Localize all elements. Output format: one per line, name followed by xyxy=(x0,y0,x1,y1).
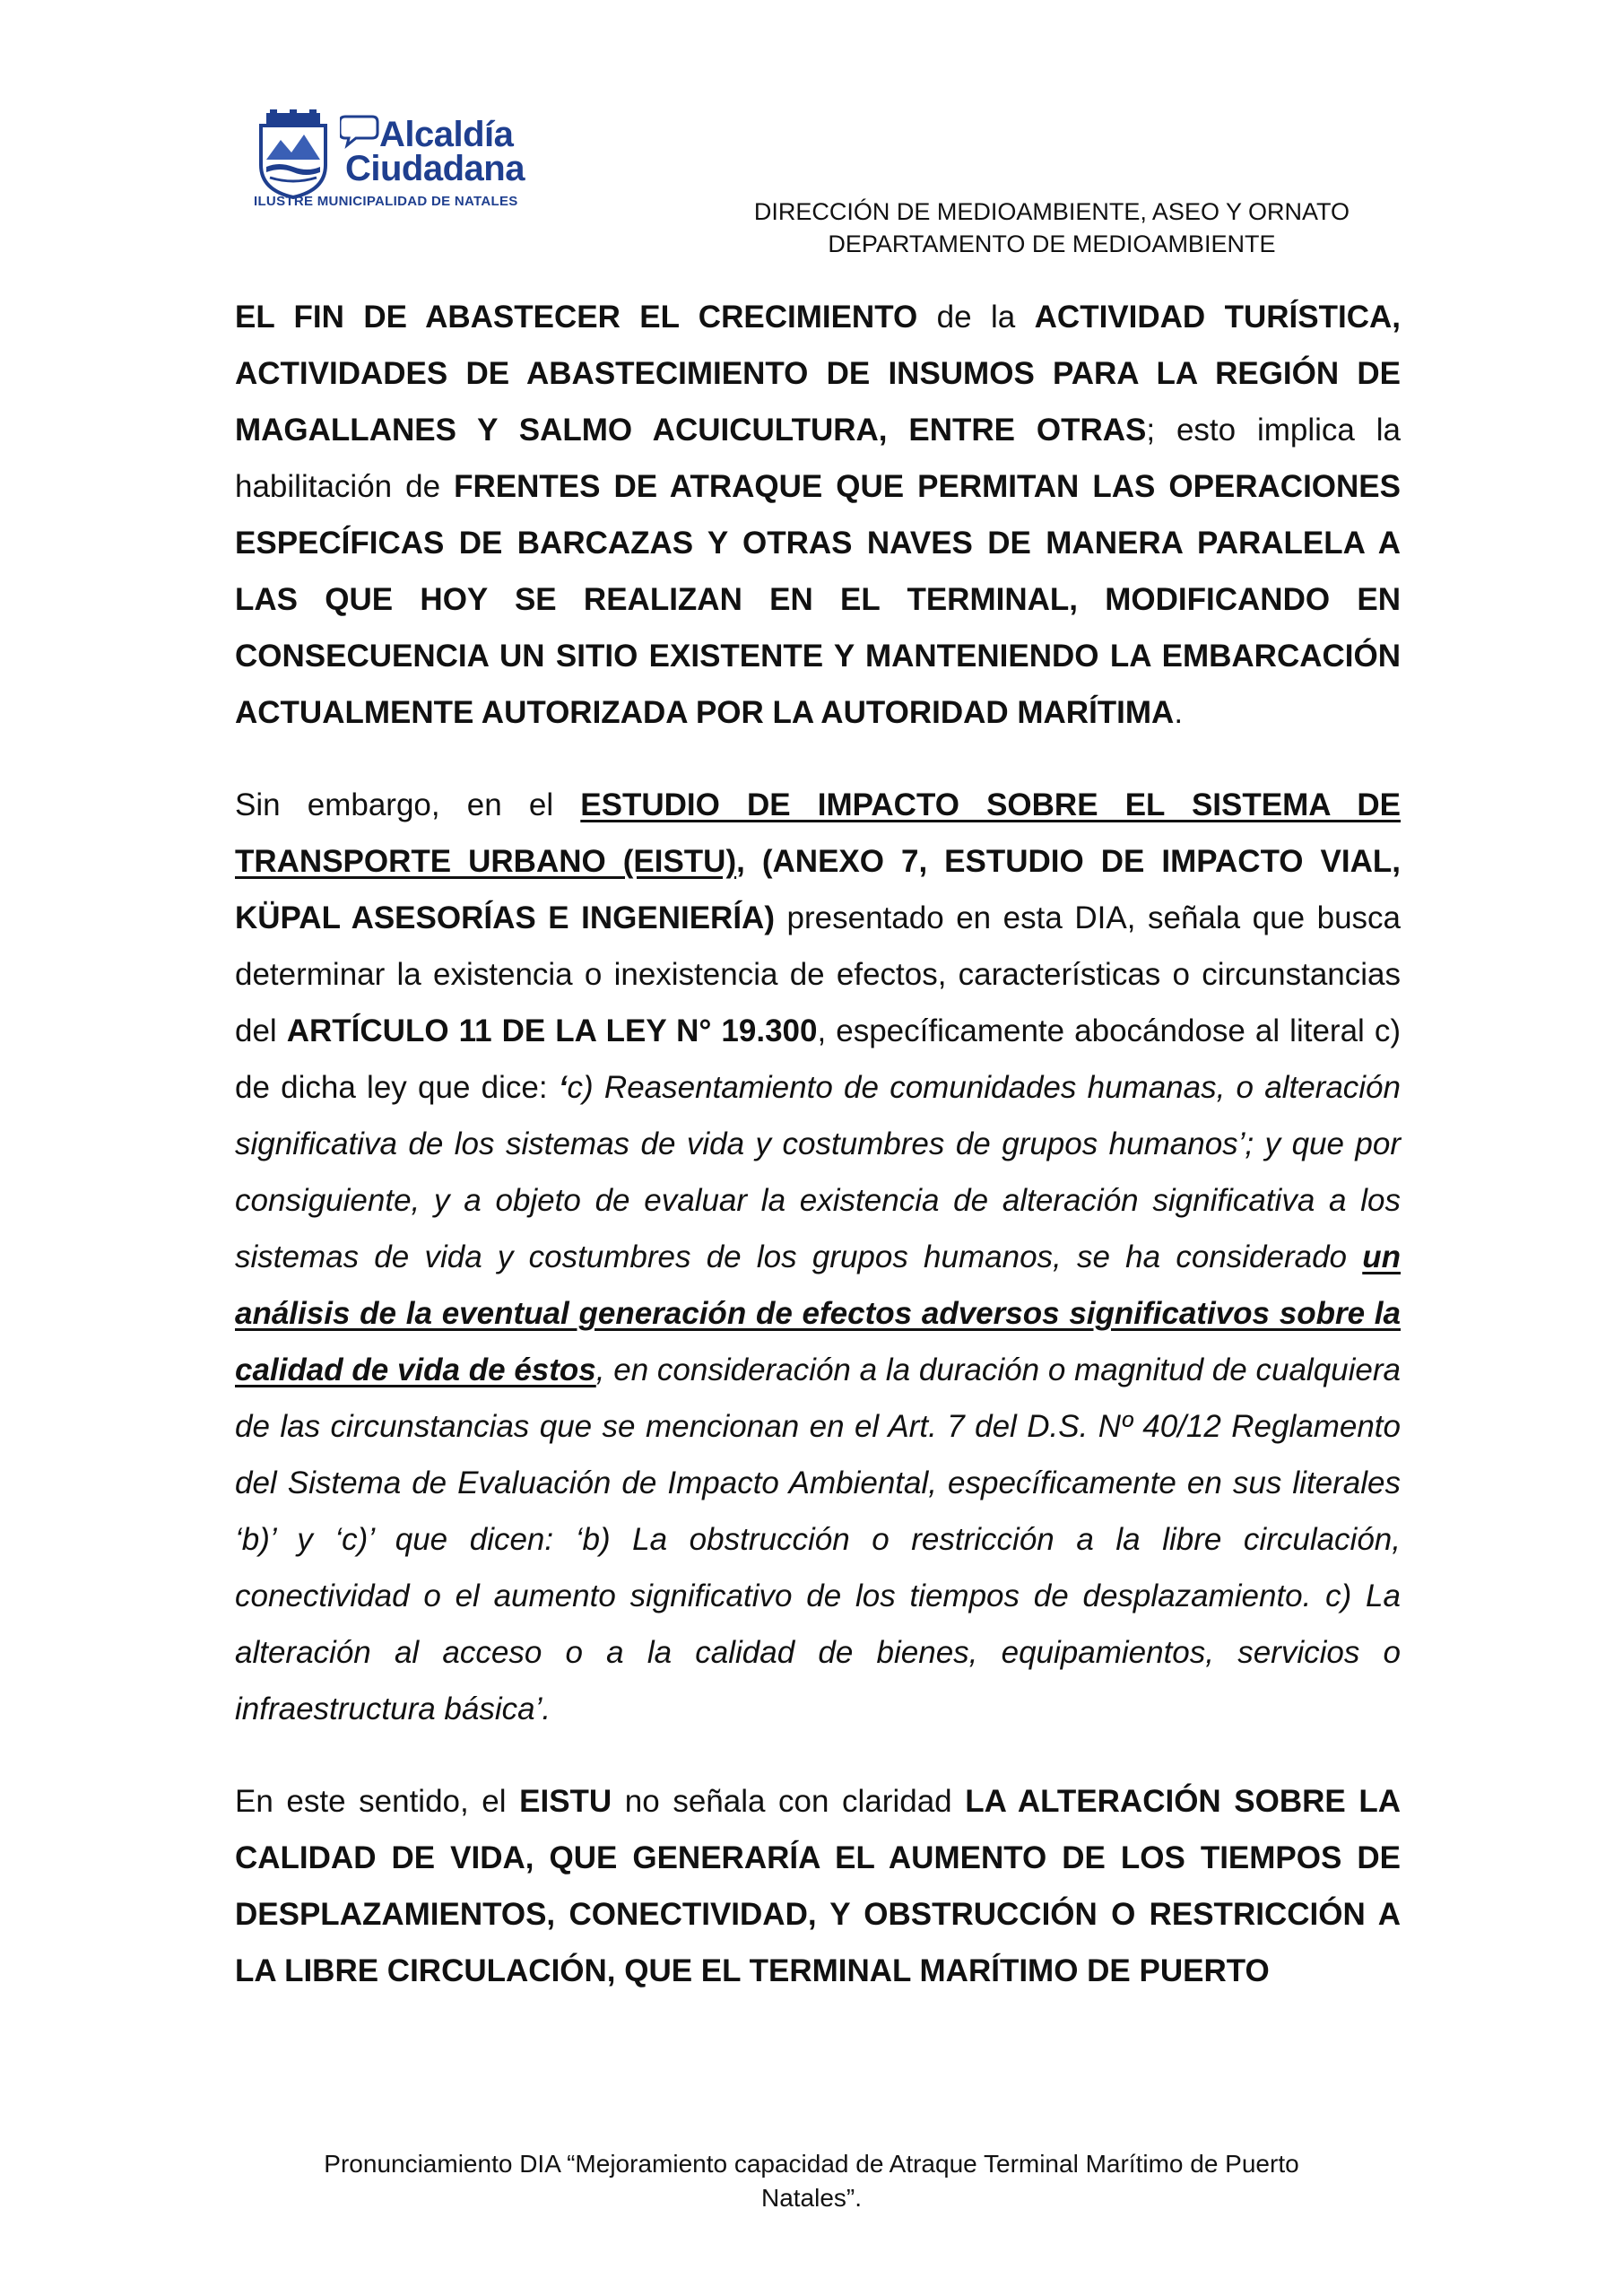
text-span: , (ANEXO 7, ESTUDIO DE IMPACTO VIAL, KÜPAL ASESORÍAS E INGENIERÍA) xyxy=(235,844,1401,935)
logo-brand xyxy=(340,106,546,196)
text-span: FRENTES DE ATRAQUE QUE PERMITAN LAS OPERACIONES ESPECÍFICAS DE BARCAZAS Y OTRAS NAVES DE MANERA PARALELA A LAS QUE HOY SE REALIZAN EN EL TERMINAL, MODIFICANDO EN CONSECUENCIA UN SITIO EXISTENTE Y MANTENIENDO LA EMBARCACIÓN ACTUALMENTE AUTORIZADA POR LA AUTORIDAD MARÍTIMA xyxy=(235,469,1401,730)
text-span: , específicamente abocándose al literal c) de dicha ley que dice: xyxy=(235,1013,1401,1105)
text-span: ‘ xyxy=(558,1070,568,1105)
department-header xyxy=(754,196,1350,260)
text-span: , en consideración a la duración o magnitud de cualquiera de las circunstancias que se mencionan en el Art. 7 del D.S. Nº 40/12 Reglamento del Sistema de Evaluación de Impacto Ambiental, específicamente en sus literales ‘b)’ y ‘c)’ que dicen: ‘b) La obstrucción o restricción a la libre circulación, conectividad o el aumento significativo de los tiempos de desplazamiento. c) La alteración al acceso o a la calidad de bienes, equipamientos, servicios o infraestructura básica’. xyxy=(235,1352,1401,1726)
logo-subtitle: ILUSTRE MUNICIPALIDAD DE NATALES xyxy=(254,194,518,209)
text-span: En este sentido, el xyxy=(235,1784,520,1819)
document-body xyxy=(235,289,1401,2035)
text-span: c) Reasentamiento de comunidades humanas, o alteración significativa de los sistemas de vida y costumbres de grupos humanos’; y que por consiguiente, y a objeto de evaluar la existencia de alteración significativa a los sistemas de vida y costumbres de los grupos humanos, se ha considerado xyxy=(235,1070,1401,1274)
text-span: ESTUDIO DE IMPACTO SOBRE EL SISTEMA DE TRANSPORTE URBANO (EISTU) xyxy=(235,787,1402,879)
department-line-2: DEPARTAMENTO DE MEDIOAMBIENTE xyxy=(828,230,1276,257)
text-span: Sin embargo, en el xyxy=(235,787,581,822)
text-span: . xyxy=(1174,695,1184,730)
municipal-seal-icon xyxy=(254,109,333,199)
text-span: no señala con claridad xyxy=(612,1784,966,1819)
paragraph-2 xyxy=(235,777,1401,1737)
text-span: un análisis de la eventual generación de efectos adversos significativos sobre la calidad de vida de éstos xyxy=(235,1239,1401,1387)
text-span: de la xyxy=(917,300,1035,335)
footer-line-1: Pronunciamiento DIA “Mejoramiento capacidad de Atraque Terminal Marítimo de Puerto xyxy=(324,2150,1299,2178)
page-footer xyxy=(251,2147,1372,2215)
logo-word-ciudadana: Ciudadana xyxy=(345,149,525,188)
department-line-1: DIRECCIÓN DE MEDIOAMBIENTE, ASEO Y ORNATO xyxy=(753,198,1350,225)
paragraph-1 xyxy=(235,289,1401,741)
logo-word-alcaldia: Alcaldía xyxy=(379,115,514,154)
text-span: ACTIVIDAD TURÍSTICA, ACTIVIDADES DE ABASTECIMIENTO DE INSUMOS PARA LA REGIÓN DE MAGALLANES Y SALMO ACUICULTURA, ENTRE OTRAS xyxy=(235,300,1401,448)
footer-line-2: Natales”. xyxy=(760,2184,863,2212)
paragraph-3 xyxy=(235,1773,1401,1999)
text-span: EISTU xyxy=(519,1784,612,1819)
text-span: presentado en esta DIA, señala que busca determinar la existencia o inexistencia de efectos, características o circunstancias del xyxy=(235,900,1401,1048)
text-span: ARTÍCULO 11 DE LA LEY N° 19.300 xyxy=(286,1013,818,1048)
text-span: LA ALTERACIÓN SOBRE LA CALIDAD DE VIDA, QUE GENERARÍA EL AUMENTO DE LOS TIEMPOS DE DESPLAZAMIENTOS, CONECTIVIDAD, Y OBSTRUCCIÓN O RESTRICCIÓN A LA LIBRE CIRCULACIÓN, QUE EL TERMINAL MARÍTIMO DE PUERTO xyxy=(235,1784,1401,1988)
text-span: EL FIN DE ABASTECER EL CRECIMIENTO xyxy=(235,300,918,335)
municipal-logo xyxy=(254,106,541,213)
text-span: ; esto implica la habilitación de xyxy=(235,413,1401,504)
